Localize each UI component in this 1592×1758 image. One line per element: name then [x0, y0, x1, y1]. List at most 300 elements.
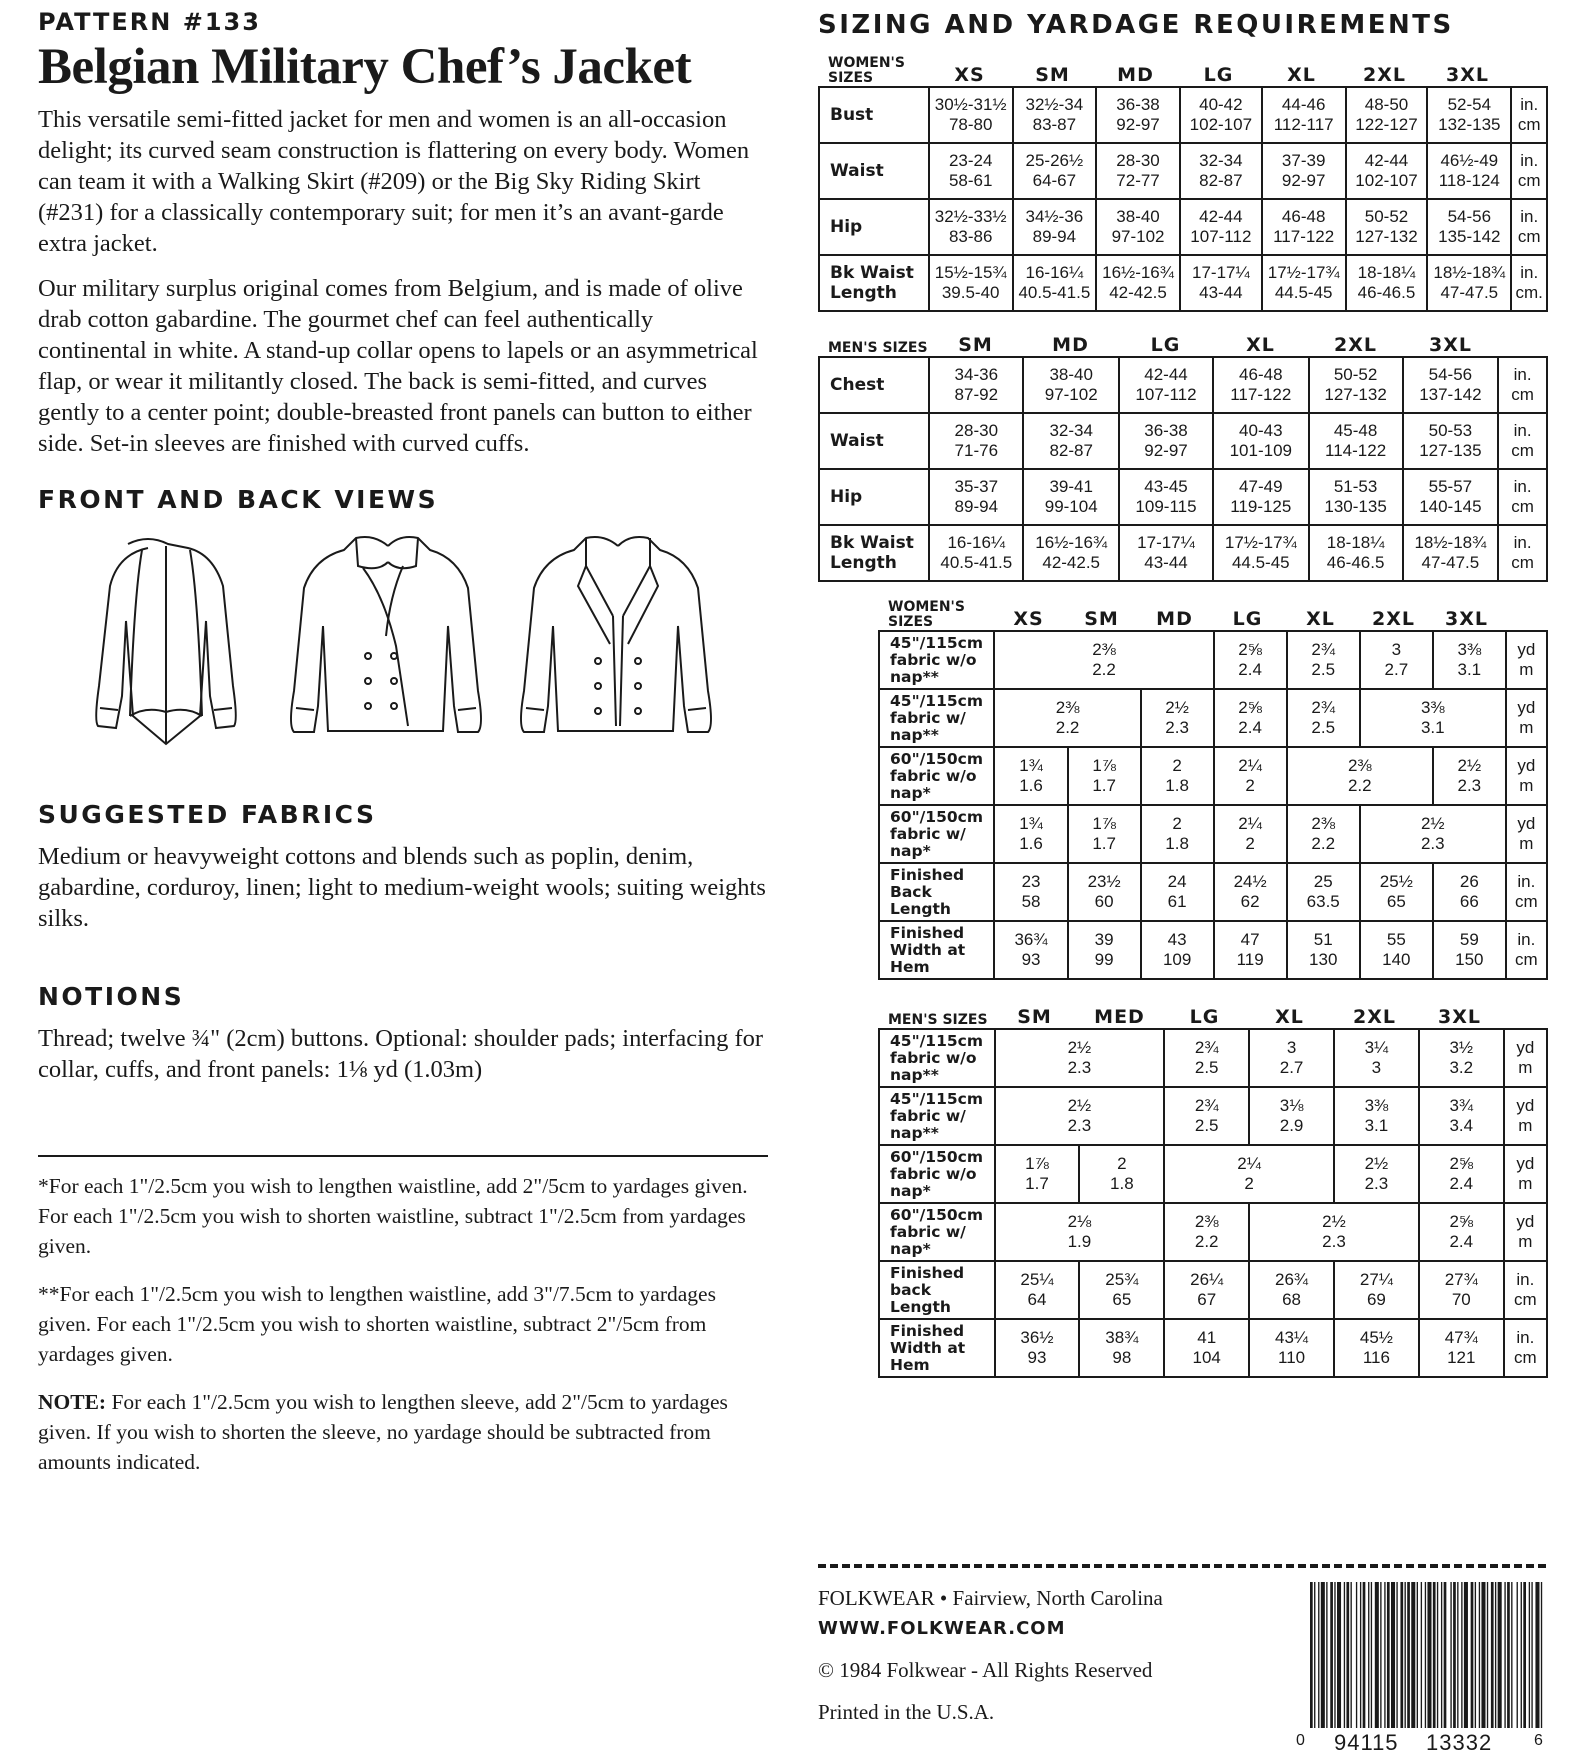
barcode-bar	[1521, 1582, 1522, 1728]
row-label: 45"/115cm fabric w/ nap**	[879, 689, 994, 747]
measurement-cell: 42-44 107-112	[1119, 357, 1213, 413]
measurement-cell: 36-38 92-97	[1096, 87, 1180, 143]
size-header: XL	[1287, 64, 1316, 86]
measurement-cell: 16½-16¾ 42-42.5	[1023, 525, 1119, 581]
unit-cell: yd m	[1506, 689, 1547, 747]
sizes-label: MEN'S SIZES	[888, 1012, 988, 1028]
yardage-cell: 24½ 62	[1214, 863, 1287, 921]
size-header-row	[878, 592, 1548, 630]
row-label: 45"/115cm fabric w/o nap**	[879, 631, 994, 689]
measurement-cell: 36-38 92-97	[1119, 413, 1213, 469]
measurement-cell: 42-44 107-112	[1180, 199, 1261, 255]
size-header-row	[878, 990, 1548, 1028]
row-label: Finished Width at Hem	[879, 1319, 995, 1377]
barcode-bar	[1356, 1582, 1357, 1728]
yardage-cell: 25 63.5	[1287, 863, 1360, 921]
barcode-bar	[1471, 1582, 1474, 1728]
yardage-cell: 3⅜ 3.1	[1334, 1087, 1419, 1145]
barcode-bar	[1487, 1582, 1488, 1728]
measurement-cell: 39-41 99-104	[1023, 469, 1119, 525]
yardage-cell: 2⅛ 1.9	[995, 1203, 1165, 1261]
back-view-illustration	[96, 539, 236, 744]
yardage-cell: 2¼ 2	[1214, 805, 1287, 863]
size-header: 2XL	[1363, 64, 1406, 86]
measurement-cell: 55-57 140-145	[1403, 469, 1499, 525]
yardage-cell: 2 1.8	[1079, 1145, 1164, 1203]
pattern-number: PATTERN #133	[38, 8, 261, 36]
yardage-cell: 43 109	[1141, 921, 1214, 979]
size-header: XS	[1013, 608, 1044, 630]
yardage-cell: 2¾ 2.5	[1287, 631, 1360, 689]
yardage-cell: 1⅞ 1.7	[995, 1145, 1080, 1203]
unit-cell: in. cm	[1504, 1261, 1547, 1319]
yardage-cell: 2¾ 2.5	[1164, 1029, 1249, 1087]
barcode-bar	[1346, 1582, 1349, 1728]
size-header-row	[818, 48, 1548, 86]
divider-rule	[38, 1155, 768, 1157]
unit-cell: yd m	[1504, 1203, 1547, 1261]
row-label: Waist	[819, 143, 929, 199]
yardage-cell: 2⅜ 2.2	[994, 689, 1140, 747]
unit-cell: in. cm	[1504, 1319, 1547, 1377]
table-row	[879, 1145, 1547, 1203]
measurement-cell: 16½-16¾ 42-42.5	[1096, 255, 1180, 311]
table-row	[819, 525, 1547, 581]
measurement-cell: 17-17¼ 43-44	[1180, 255, 1261, 311]
yardage-cell: 41 104	[1164, 1319, 1249, 1377]
unit-cell: in. cm	[1498, 525, 1547, 581]
left-column	[38, 8, 768, 1495]
measurement-cell: 48-50 122-127	[1346, 87, 1427, 143]
unit-cell: yd m	[1504, 1029, 1547, 1087]
barcode-bar	[1464, 1582, 1468, 1728]
table-row	[879, 689, 1547, 747]
barcode-bar	[1504, 1582, 1505, 1728]
barcode-bar	[1531, 1582, 1532, 1728]
sizes-label: MEN'S SIZES	[828, 340, 928, 356]
table-row	[819, 357, 1547, 413]
yardage-cell: 27¼ 69	[1334, 1261, 1419, 1319]
size-header: LG	[1232, 608, 1263, 630]
yardage-cell: 2½ 2.3	[1141, 689, 1214, 747]
yardage-cell: 55 140	[1360, 921, 1433, 979]
barcode-bar	[1321, 1582, 1325, 1728]
unit-cell: in. cm	[1498, 413, 1547, 469]
yardage-cell: 1⅞ 1.7	[1068, 747, 1141, 805]
size-header: 3XL	[1446, 64, 1489, 86]
row-label: Bk Waist Length	[819, 525, 929, 581]
measurement-cell: 32½-34 83-87	[1013, 87, 1096, 143]
yardage-cell: 2¾ 2.5	[1164, 1087, 1249, 1145]
views-heading: FRONT AND BACK VIEWS	[38, 485, 439, 514]
table-row	[879, 631, 1547, 689]
barcode-bar	[1523, 1582, 1526, 1728]
barcode-bar	[1407, 1582, 1410, 1728]
measurement-cell: 17½-17¾ 44.5-45	[1262, 255, 1346, 311]
barcode-bar	[1441, 1582, 1442, 1728]
unit-cell: in. cm	[1511, 199, 1547, 255]
barcode-bar	[1337, 1582, 1341, 1728]
footnote-double-star: **For each 1"/2.5cm you wish to lengthen waistline, add 3"/7.5cm to yardages given. For each 1"/2.5cm you wish to shorten waistline, subtract 2"/5cm from yardages given.	[38, 1282, 716, 1366]
row-label: Hip	[819, 199, 929, 255]
barcode-bar	[1444, 1582, 1447, 1728]
table-row	[879, 1261, 1547, 1319]
table-row	[879, 805, 1547, 863]
barcode-bar	[1517, 1582, 1518, 1728]
row-label: 45"/115cm fabric w/ nap**	[879, 1087, 995, 1145]
yardage-cell: 23½ 60	[1068, 863, 1141, 921]
fabrics-text: Medium or heavyweight cottons and blends such as poplin, denim, gabardine, corduroy, linen; light to medium-weight wools; suiting weights silks.	[38, 843, 766, 932]
row-label: Hip	[819, 469, 929, 525]
measurement-cell: 44-46 112-117	[1262, 87, 1346, 143]
barcode-bar	[1479, 1582, 1480, 1728]
yardage-cell: 36½ 93	[995, 1319, 1080, 1377]
table-row	[879, 1029, 1547, 1087]
measurement-cell: 40-42 102-107	[1180, 87, 1261, 143]
barcode-bar	[1334, 1582, 1335, 1728]
yardage-cell: 36¾ 93	[994, 921, 1067, 979]
yardage-cell: 2½ 2.3	[1433, 747, 1506, 805]
yardage-cell: 2 1.8	[1141, 747, 1214, 805]
barcode-bar	[1495, 1582, 1496, 1728]
barcode-check-digit: 6	[1534, 1732, 1543, 1749]
measurement-cell: 47-49 119-125	[1213, 469, 1309, 525]
measurement-cell: 34½-36 89-94	[1013, 199, 1096, 255]
yardage-cell: 2¼ 2	[1214, 747, 1287, 805]
row-label: 60"/150cm fabric w/ nap*	[879, 1203, 995, 1261]
table-row	[819, 469, 1547, 525]
notions-text: Thread; twelve ¾" (2cm) buttons. Optional: shoulder pads; interfacing for collar, cuffs, and front panels: 1⅛ yd (1.03m)	[38, 1025, 764, 1083]
yardage-cell: 51 130	[1287, 921, 1360, 979]
pattern-title: Belgian Military Chef’s Jacket	[38, 39, 692, 95]
barcode-right-digits: 13332	[1426, 1730, 1493, 1755]
men-yardage	[878, 990, 1548, 1378]
barcode-bar	[1351, 1582, 1352, 1728]
yardage-table	[878, 630, 1548, 980]
size-header: SM	[958, 334, 993, 356]
barcode-bar	[1400, 1582, 1403, 1728]
row-label: Finished back Length	[879, 1261, 995, 1319]
yardage-cell: 2⅝ 2.4	[1214, 689, 1287, 747]
measurement-cell: 32½-33½ 83-86	[929, 199, 1013, 255]
barcode-lead-digit: 0	[1296, 1732, 1305, 1749]
barcode-bar	[1310, 1582, 1313, 1728]
table-row	[879, 863, 1547, 921]
yardage-cell: 2⅜ 2.2	[1287, 747, 1433, 805]
measurement-cell: 18½-18¾ 47-47.5	[1403, 525, 1499, 581]
size-header: MED	[1094, 1006, 1145, 1028]
measurement-cell: 32-34 82-87	[1180, 143, 1261, 199]
yardage-cell: 25¼ 64	[995, 1261, 1080, 1319]
measurement-cell: 18½-18¾ 47-47.5	[1427, 255, 1511, 311]
barcode-bar	[1475, 1582, 1476, 1728]
yardage-cell: 2¼ 2	[1164, 1145, 1334, 1203]
size-header: SM	[1084, 608, 1119, 630]
measurement-cell: 38-40 97-102	[1096, 199, 1180, 255]
measurement-cell: 40-43 101-109	[1213, 413, 1309, 469]
sizing-heading: SIZING AND YARDAGE REQUIREMENTS	[818, 10, 1454, 40]
right-column	[818, 10, 1548, 1755]
copyright: © 1984 Folkwear - All Rights Reserved	[818, 1658, 1153, 1682]
unit-cell: yd m	[1506, 747, 1547, 805]
measurement-cell: 18-18¼ 46-46.5	[1309, 525, 1403, 581]
yardage-cell: 2⅝ 2.4	[1419, 1203, 1504, 1261]
barcode-bar	[1437, 1582, 1438, 1728]
size-header: 3XL	[1429, 334, 1472, 356]
row-label: Bk Waist Length	[819, 255, 929, 311]
yardage-cell: 3½ 3.2	[1419, 1029, 1504, 1087]
intro-paragraph-1: This versatile semi-fitted jacket for men and women is an all-occasion delight; its curved seam construction is flattering on every body. Women can team it with a Walking Skirt (#209) or the Big Sky Riding Skirt (#231) for a classically contemporary suit; for men it’s an avant-garde extra jacket.	[38, 106, 750, 257]
size-header: LG	[1203, 64, 1234, 86]
row-label: Finished Width at Hem	[879, 921, 994, 979]
yardage-cell: 26¾ 68	[1249, 1261, 1334, 1319]
measurement-cell: 23-24 58-61	[929, 143, 1013, 199]
barcode-bar	[1326, 1582, 1327, 1728]
yardage-cell: 43¼ 110	[1249, 1319, 1334, 1377]
size-header: MD	[1052, 334, 1089, 356]
footnote-single-star: *For each 1"/2.5cm you wish to lengthen waistline, add 2"/5cm to yardages given. For each 1"/2.5cm you wish to shorten waistline, subtract 1"/2.5cm from yardages given.	[38, 1174, 748, 1258]
size-header: SM	[1017, 1006, 1052, 1028]
barcode-bar	[1391, 1582, 1395, 1728]
unit-cell: in. cm	[1498, 469, 1547, 525]
measurement-cell: 52-54 132-135	[1427, 87, 1511, 143]
barcode-bar	[1368, 1582, 1369, 1728]
unit-cell: in. cm	[1506, 863, 1547, 921]
size-header: MD	[1156, 608, 1193, 630]
yardage-cell: 2⅜ 2.2	[1164, 1203, 1249, 1261]
yardage-cell: 3⅜ 3.1	[1360, 689, 1506, 747]
measurement-cell: 50-52 127-132	[1346, 199, 1427, 255]
row-label: 45"/115cm fabric w/o nap**	[879, 1029, 995, 1087]
barcode-bar	[1330, 1582, 1333, 1728]
size-header: SM	[1035, 64, 1070, 86]
unit-cell: yd m	[1506, 805, 1547, 863]
yardage-cell: 2⅜ 2.2	[994, 631, 1213, 689]
yardage-cell: 27¾ 70	[1419, 1261, 1504, 1319]
table-row	[879, 921, 1547, 979]
measurement-cell: 28-30 72-77	[1096, 143, 1180, 199]
measurement-cell: 34-36 87-92	[929, 357, 1023, 413]
measurement-cell: 46½-49 118-124	[1427, 143, 1511, 199]
table-row	[819, 143, 1547, 199]
unit-cell: in. cm	[1511, 143, 1547, 199]
unit-cell: yd m	[1506, 631, 1547, 689]
table-row	[879, 1203, 1547, 1261]
yardage-cell: 47¾ 121	[1419, 1319, 1504, 1377]
barcode-bar	[1535, 1582, 1539, 1728]
size-header: 3XL	[1438, 1006, 1481, 1028]
yardage-cell: 1¾ 1.6	[994, 805, 1067, 863]
measurement-cell: 32-34 82-87	[1023, 413, 1119, 469]
notions-heading: NOTIONS	[38, 982, 185, 1011]
fabrics-heading: SUGGESTED FABRICS	[38, 800, 377, 829]
barcode-bar	[1427, 1582, 1431, 1728]
sizes-label: WOMEN'S SIZES	[888, 599, 965, 630]
barcode-bar	[1405, 1582, 1406, 1728]
barcode-bar	[1411, 1582, 1415, 1728]
barcode-bar	[1396, 1582, 1397, 1728]
size-header-row	[818, 318, 1548, 356]
measurement-cell: 16-16¼ 40.5-41.5	[929, 525, 1023, 581]
yardage-cell: 2½ 2.3	[995, 1029, 1165, 1087]
barcode-bar	[1387, 1582, 1390, 1728]
footer-dashed-rule	[818, 1564, 1546, 1568]
measurement-cell: 17-17¼ 43-44	[1119, 525, 1213, 581]
barcode-bar	[1384, 1582, 1385, 1728]
measurement-cell: 35-37 89-94	[929, 469, 1023, 525]
barcode-bar	[1507, 1582, 1510, 1728]
women-yardage	[878, 592, 1548, 980]
yardage-cell: 25½ 65	[1360, 863, 1433, 921]
yardage-cell: 1⅞ 1.7	[1068, 805, 1141, 863]
barcode-bar	[1375, 1582, 1379, 1728]
intro-paragraph-2: Our military surplus original comes from Belgium, and is made of olive drab cotton gabardine. The gourmet chef can feel authentically continental in white. A stand-up collar opens to lapels or an asymmetrical flap, or wear it militantly closed. The back is semi-fitted, and curves gently to a center point; double-breasted front panels can button to either side. Set-in sleeves are finished with curved cuffs.	[38, 275, 758, 457]
measurement-cell: 50-52 127-132	[1309, 357, 1403, 413]
yardage-cell: 26¼ 67	[1164, 1261, 1249, 1319]
yardage-cell: 2⅝ 2.4	[1214, 631, 1287, 689]
yardage-cell: 2¾ 2.5	[1287, 689, 1360, 747]
barcode-bar	[1491, 1582, 1494, 1728]
folkwear-url: WWW.FOLKWEAR.COM	[818, 1618, 1066, 1639]
yardage-cell: 23 58	[994, 863, 1067, 921]
measurement-cell: 46-48 117-122	[1262, 199, 1346, 255]
table-row	[879, 1087, 1547, 1145]
unit-cell: in. cm	[1511, 87, 1547, 143]
measurement-cell: 37-39 92-97	[1262, 143, 1346, 199]
measurement-cell: 28-30 71-76	[929, 413, 1023, 469]
barcode-bar	[1511, 1582, 1512, 1728]
yardage-cell: 24 61	[1141, 863, 1214, 921]
yardage-cell: 2½ 2.3	[1249, 1203, 1419, 1261]
yardage-cell: 59 150	[1433, 921, 1506, 979]
barcode-bar	[1498, 1582, 1502, 1728]
printed-in: Printed in the U.S.A.	[818, 1700, 995, 1724]
yardage-cell: 3 2.7	[1249, 1029, 1334, 1087]
note-text: For each 1"/2.5cm you wish to lengthen sleeve, add 2"/5cm to yardages given. If you wish to shorten the sleeve, no yardage should be subtracted from amounts indicated.	[38, 1390, 728, 1474]
table-row	[819, 413, 1547, 469]
size-header: LG	[1150, 334, 1181, 356]
size-header: LG	[1189, 1006, 1220, 1028]
table-row	[819, 199, 1547, 255]
measurement-cell: 54-56 135-142	[1427, 199, 1511, 255]
unit-cell: yd m	[1504, 1145, 1547, 1203]
barcode-bar	[1481, 1582, 1485, 1728]
row-label: Waist	[819, 413, 929, 469]
yardage-cell: 1¾ 1.6	[994, 747, 1067, 805]
yardage-cell: 39 99	[1068, 921, 1141, 979]
measurement-cell: 38-40 97-102	[1023, 357, 1119, 413]
yardage-cell: 2 1.8	[1141, 805, 1214, 863]
yardage-table	[878, 1028, 1548, 1378]
barcode-bar	[1541, 1582, 1542, 1728]
sleeve-note	[38, 1387, 768, 1477]
size-header: XL	[1306, 608, 1335, 630]
size-header: 3XL	[1445, 608, 1488, 630]
barcode-bar	[1371, 1582, 1372, 1728]
measurement-cell: 54-56 137-142	[1403, 357, 1499, 413]
table-row	[879, 1319, 1547, 1377]
barcode-bar	[1417, 1582, 1418, 1728]
table-row	[819, 255, 1547, 311]
barcode-bar	[1344, 1582, 1345, 1728]
row-label: 60"/150cm fabric w/o nap*	[879, 1145, 995, 1203]
table-row	[879, 747, 1547, 805]
measurement-cell: 17½-17¾ 44.5-45	[1213, 525, 1309, 581]
measurement-cell: 42-44 102-107	[1346, 143, 1427, 199]
size-header: 2XL	[1372, 608, 1415, 630]
measurement-table	[818, 356, 1548, 582]
row-label: 60"/150cm fabric w/o nap*	[879, 747, 994, 805]
yardage-cell: 3 2.7	[1360, 631, 1433, 689]
barcode-bar	[1450, 1582, 1451, 1728]
measurement-cell: 16-16¼ 40.5-41.5	[1013, 255, 1096, 311]
barcode-bar	[1314, 1582, 1315, 1728]
measurement-cell: 25-26½ 64-67	[1013, 143, 1096, 199]
barcode-bar	[1433, 1582, 1436, 1728]
barcode-bar	[1453, 1582, 1456, 1728]
yardage-cell: 3¾ 3.4	[1419, 1087, 1504, 1145]
table-row	[819, 87, 1547, 143]
unit-cell: in. cm	[1498, 357, 1547, 413]
measurement-cell: 15½-15¾ 39.5-40	[929, 255, 1013, 311]
note-label: NOTE:	[38, 1390, 107, 1414]
measurement-cell: 46-48 117-122	[1213, 357, 1309, 413]
barcode-bar	[1529, 1582, 1530, 1728]
front-view-illustration	[291, 537, 481, 732]
yardage-cell: 3⅜ 3.1	[1433, 631, 1506, 689]
barcode-bar	[1461, 1582, 1462, 1728]
unit-cell: in. cm.	[1511, 255, 1547, 311]
row-label: Chest	[819, 357, 929, 413]
barcode-left-digits: 94115	[1334, 1730, 1399, 1755]
jacket-illustrations	[38, 526, 768, 762]
barcode-bar	[1457, 1582, 1458, 1728]
size-header: 2XL	[1334, 334, 1377, 356]
barcode-bar	[1363, 1582, 1366, 1728]
women-body-sizes	[818, 48, 1548, 312]
size-header: MD	[1117, 64, 1154, 86]
measurement-cell: 18-18¼ 46-46.5	[1346, 255, 1427, 311]
yardage-cell: 3¼ 3	[1334, 1029, 1419, 1087]
barcode-bar	[1360, 1582, 1361, 1728]
unit-cell: in. cm	[1506, 921, 1547, 979]
sizes-label: WOMEN'S SIZES	[828, 55, 905, 86]
yardage-cell: 2⅝ 2.4	[1419, 1145, 1504, 1203]
row-label: Finished Back Length	[879, 863, 994, 921]
yardage-cell: 45½ 116	[1334, 1319, 1419, 1377]
yardage-cell: 25¾ 65	[1079, 1261, 1164, 1319]
yardage-cell: 38¾ 98	[1079, 1319, 1164, 1377]
yardage-cell: 2⅜ 2.2	[1287, 805, 1360, 863]
yardage-cell: 3⅛ 2.9	[1249, 1087, 1334, 1145]
yardage-cell: 2½ 2.3	[1360, 805, 1506, 863]
measurement-cell: 30½-31½ 78-80	[929, 87, 1013, 143]
size-header: XL	[1246, 334, 1275, 356]
yardage-cell: 2½ 2.3	[1334, 1145, 1419, 1203]
men-body-sizes	[818, 318, 1548, 582]
measurement-cell: 43-45 109-115	[1119, 469, 1213, 525]
unit-cell: yd m	[1504, 1087, 1547, 1145]
size-header: 2XL	[1353, 1006, 1396, 1028]
barcode	[1296, 1582, 1546, 1758]
barcode-bar	[1421, 1582, 1422, 1728]
barcode-bar	[1425, 1582, 1426, 1728]
row-label: Bust	[819, 87, 929, 143]
measurement-table	[818, 86, 1548, 312]
barcode-bar	[1318, 1582, 1319, 1728]
yardage-cell: 47 119	[1214, 921, 1287, 979]
measurement-cell: 51-53 130-135	[1309, 469, 1403, 525]
